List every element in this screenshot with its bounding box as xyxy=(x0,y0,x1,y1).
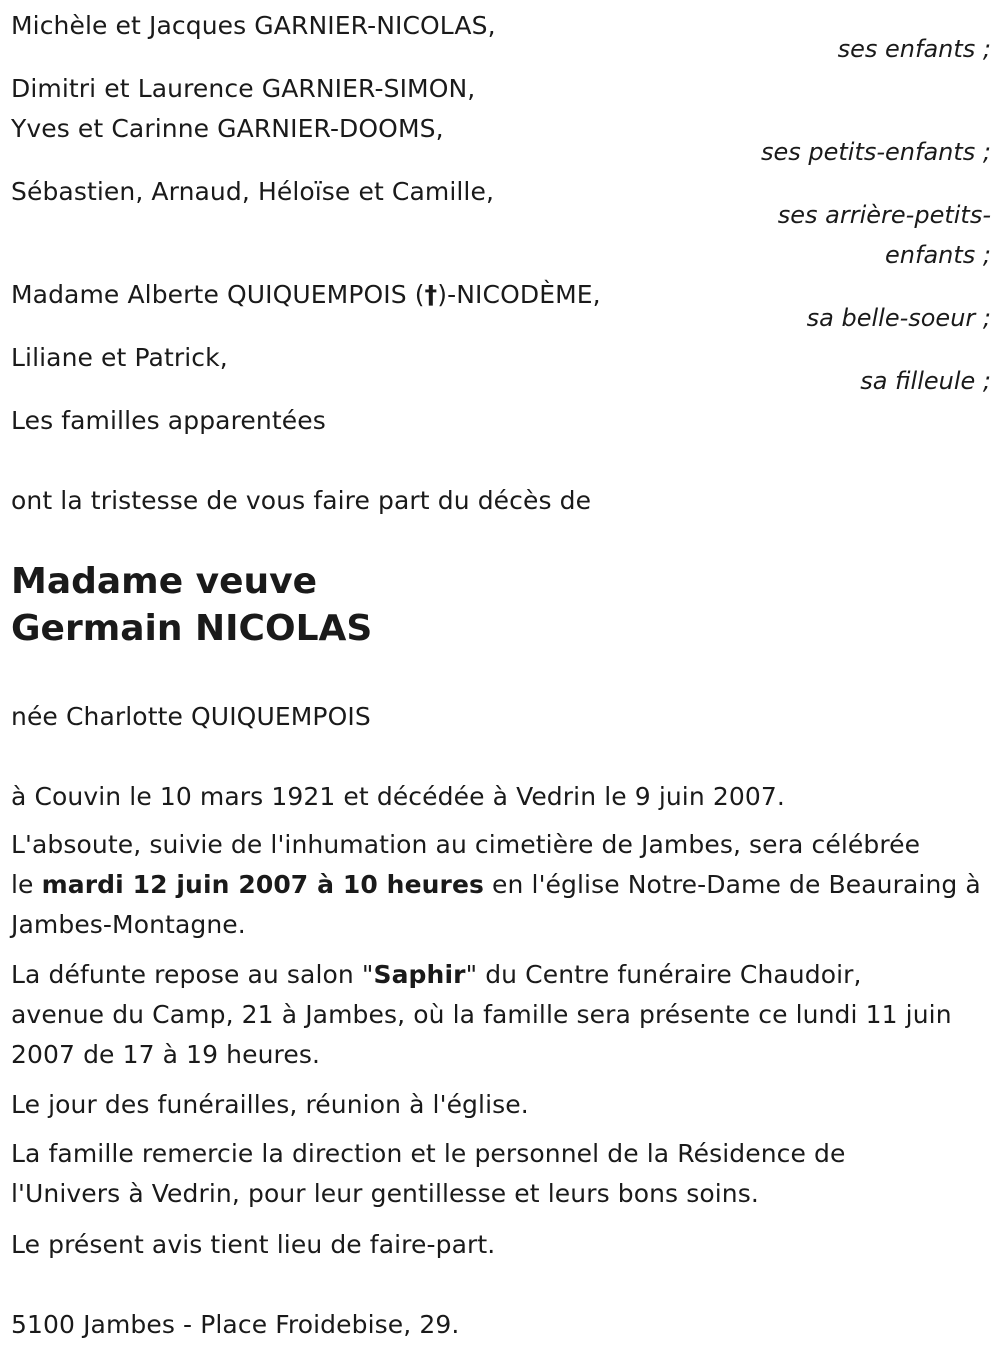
family-great-grandchildren: Sébastien, Arnaud, Héloïse et Camille, xyxy=(11,177,494,206)
role-grandchildren: ses petits-enfants ; xyxy=(760,138,991,166)
role-great-grandchildren-2: enfants ; xyxy=(885,241,991,269)
role-sister-in-law: sa belle-soeur ; xyxy=(806,304,991,332)
family-goddaughter: Liliane et Patrick, xyxy=(11,343,228,372)
repose-line1-suffix: " du Centre funéraire Chaudoir, xyxy=(465,960,862,989)
ceremony-datetime: mardi 12 juin 2007 à 10 heures xyxy=(41,870,484,899)
family-children: Michèle et Jacques GARNIER-NICOLAS, xyxy=(11,11,496,40)
birth-death: à Couvin le 10 mars 1921 et décédée à Vedrin le 9 juin 2007. xyxy=(11,782,785,811)
absoute-line2-prefix: le xyxy=(11,870,42,899)
family-grandchildren-2: Yves et Carinne GARNIER-DOOMS, xyxy=(11,114,444,143)
repose-line1 xyxy=(11,960,862,990)
role-great-grandchildren-1: ses arrière-petits- xyxy=(777,201,991,229)
family-grandchildren-1: Dimitri et Laurence GARNIER-SIMON, xyxy=(11,74,476,103)
role-children: ses enfants ; xyxy=(837,35,991,63)
absoute-line1: L'absoute, suivie de l'inhumation au cimetière de Jambes, sera célébrée xyxy=(11,830,921,859)
absoute-line2-suffix: en l'église Notre-Dame de Beauraing à xyxy=(484,870,981,899)
repose-line3: 2007 de 17 à 19 heures. xyxy=(11,1040,321,1069)
address: 5100 Jambes - Place Froidebise, 29. xyxy=(11,1310,460,1339)
thanks-line1: La famille remercie la direction et le personnel de la Résidence de xyxy=(11,1139,846,1168)
family-sister-in-law xyxy=(11,280,601,310)
role-goddaughter: sa filleule ; xyxy=(860,367,991,395)
sister-in-law-name-prefix: Madame Alberte QUIQUEMPOIS ( xyxy=(11,280,425,309)
repose-line2: avenue du Camp, 21 à Jambes, où la famille sera présente ce lundi 11 juin xyxy=(11,1000,952,1029)
repose-line1-prefix: La défunte repose au salon " xyxy=(11,960,374,989)
announcement: ont la tristesse de vous faire part du décès de xyxy=(11,486,592,515)
reunion: Le jour des funérailles, réunion à l'église. xyxy=(11,1090,529,1119)
deceased-name-line2: Germain NICOLAS xyxy=(11,608,373,649)
absoute-line2 xyxy=(11,870,981,900)
deceased-cross-icon: † xyxy=(424,280,438,309)
salon-name: Saphir xyxy=(373,960,466,989)
maiden-name: née Charlotte QUIQUEMPOIS xyxy=(11,702,371,731)
sister-in-law-name-suffix: )-NICODÈME, xyxy=(437,280,601,309)
deceased-name-line1: Madame veuve xyxy=(11,561,318,602)
notice: Le présent avis tient lieu de faire-part. xyxy=(11,1230,496,1259)
family-relatives: Les familles apparentées xyxy=(11,406,326,435)
thanks-line2: l'Univers à Vedrin, pour leur gentillesse et leurs bons soins. xyxy=(11,1179,759,1208)
absoute-line3: Jambes-Montagne. xyxy=(11,910,246,939)
